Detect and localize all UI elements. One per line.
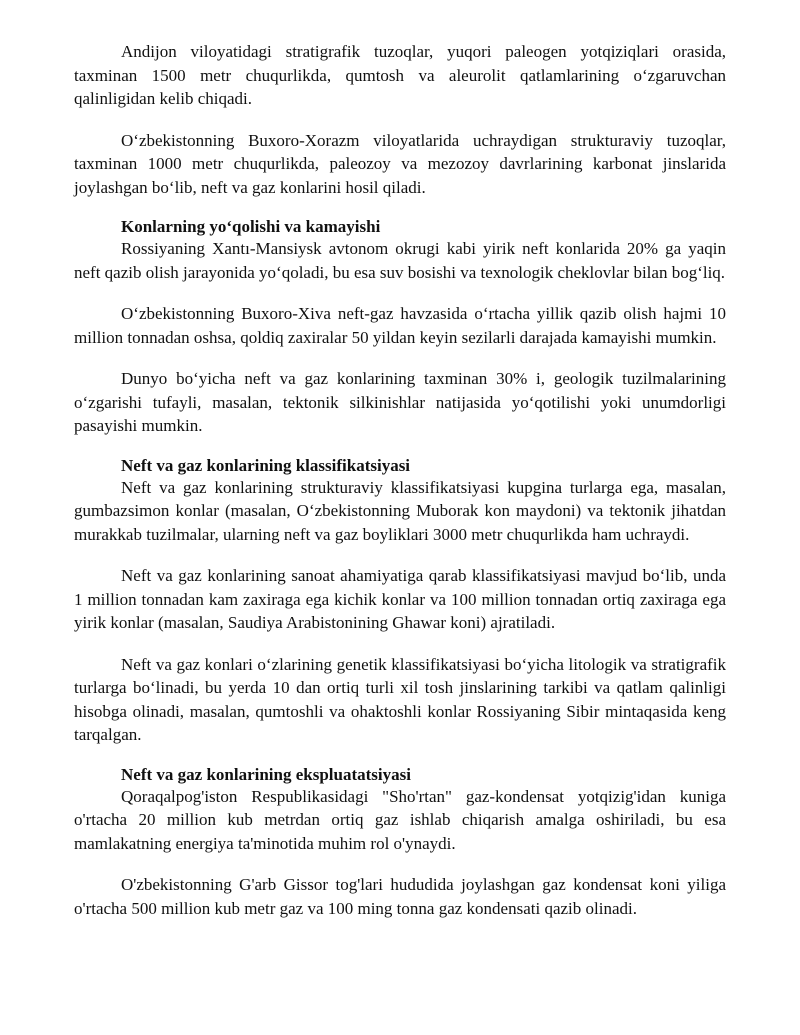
paragraph-buxoro-xorazm: O‘zbekistonning Buxoro-Xorazm viloyatlarida uchraydigan strukturaviy tuzoqlar, taxminan 1000 metr chuqurlikda, paleozoy va mezozoy davrlarining karbonat jinslarida joylashgan bo‘lib, neft va gaz konlarini hosil qiladi. bbox=[74, 130, 726, 197]
paragraph-xanti-mansiysk: Rossiyaning Xantı-Mansiysk avtonom okrugi kabi yirik neft konlarida 20% ga yaqin neft qazib olish jarayonida yo‘qoladi, bu esa suv bosishi va texnologik cheklovlar bilan bog‘liq. bbox=[74, 239, 726, 282]
paragraph-buxoro-xiva: O‘zbekistonning Buxoro-Xiva neft-gaz havzasida o‘rtacha yillik qazib olish hajmi 10 million tonnadan oshsa, qoldiq zaxiralar 50 yildan keyin sezilarli darajada kamayishi mumkin. bbox=[74, 304, 726, 347]
paragraph-structural-classification: Neft va gaz konlarining strukturaviy klassifikatsiyasi kupgina turlarga ega, masalan, gumbazsimon konlar (masalan, O‘zbekistonning Muborak kon maydoni) va tektonik jihatdan murakkab tuzilmalar, ularning neft va gaz boyliklari 3000 metr chuqurlikda ham uchraydi. bbox=[74, 477, 726, 544]
paragraph-shortan: Qoraqalpog'iston Respublikasidagi "Sho'rtan" gaz-kondensat yotqizig'idan kuniga o'rtacha 20 million kub metrdan ortiq gaz ishlab chiqarish amalga oshiriladi, bu esa mamlakatning energiya ta'minotida muhim rol o'ynaydi. bbox=[74, 786, 726, 853]
paragraph-industrial-classification: Neft va gaz konlarining sanoat ahamiyatiga qarab klassifikatsiyasi mavjud bo‘lib, unda 1 million tonnadan kam zaxiraga ega kichik konlar va 100 million tonnadan ortiq zaxiraga ega yirik konlar (masalan, Saudiya Arabistonining Ghawar koni) ajratiladi. bbox=[74, 566, 726, 632]
document-page bbox=[74, 40, 726, 938]
paragraph-andijon: Andijon viloyatidagi stratigrafik tuzoqlar, yuqori paleogen yotqiziqlari orasida, taxminan 1500 metr chuqurlikda, qumtosh va aleurolit qatlamlarining o‘zgaruvchan qalinligidan kelib chiqadi. bbox=[74, 42, 726, 108]
paragraph-gissor: O'zbekistonning G'arb Gissor tog'lari hududida joylashgan gaz kondensat koni yiliga o'rtacha 500 million kub metr gaz va 100 ming tonna gaz kondensati qazib olinadi. bbox=[74, 875, 726, 918]
section-heading-losses: Konlarning yo‘qolishi va kamayishi bbox=[121, 217, 381, 236]
section-heading-classification: Neft va gaz konlarining klassifikatsiyasi bbox=[121, 455, 411, 475]
paragraph-genetic-classification: Neft va gaz konlari o‘zlarining genetik klassifikatsiyasi bo‘yicha litologik va stratigrafik turlarga bo‘linadi, bu yerda 10 dan ortiq turli xil tosh jinslarining tarkibi va qatlam qalinligi hisobga olinadi, masalan, qumtoshli va ohaktoshli konlar Rossiyaning Sibir mintaqasida keng tarqalgan. bbox=[74, 654, 726, 744]
section-heading-exploitation: Neft va gaz konlarining ekspluatatsiyasi bbox=[121, 764, 411, 784]
paragraph-world-losses: Dunyo bo‘yicha neft va gaz konlarining taxminan 30% i, geologik tuzilmalarining o‘zgarishi tufayli, masalan, tektonik silkinishlar natijasida yo‘qotilishi yoki unumdorligi pasayishi mumkin. bbox=[74, 369, 726, 435]
